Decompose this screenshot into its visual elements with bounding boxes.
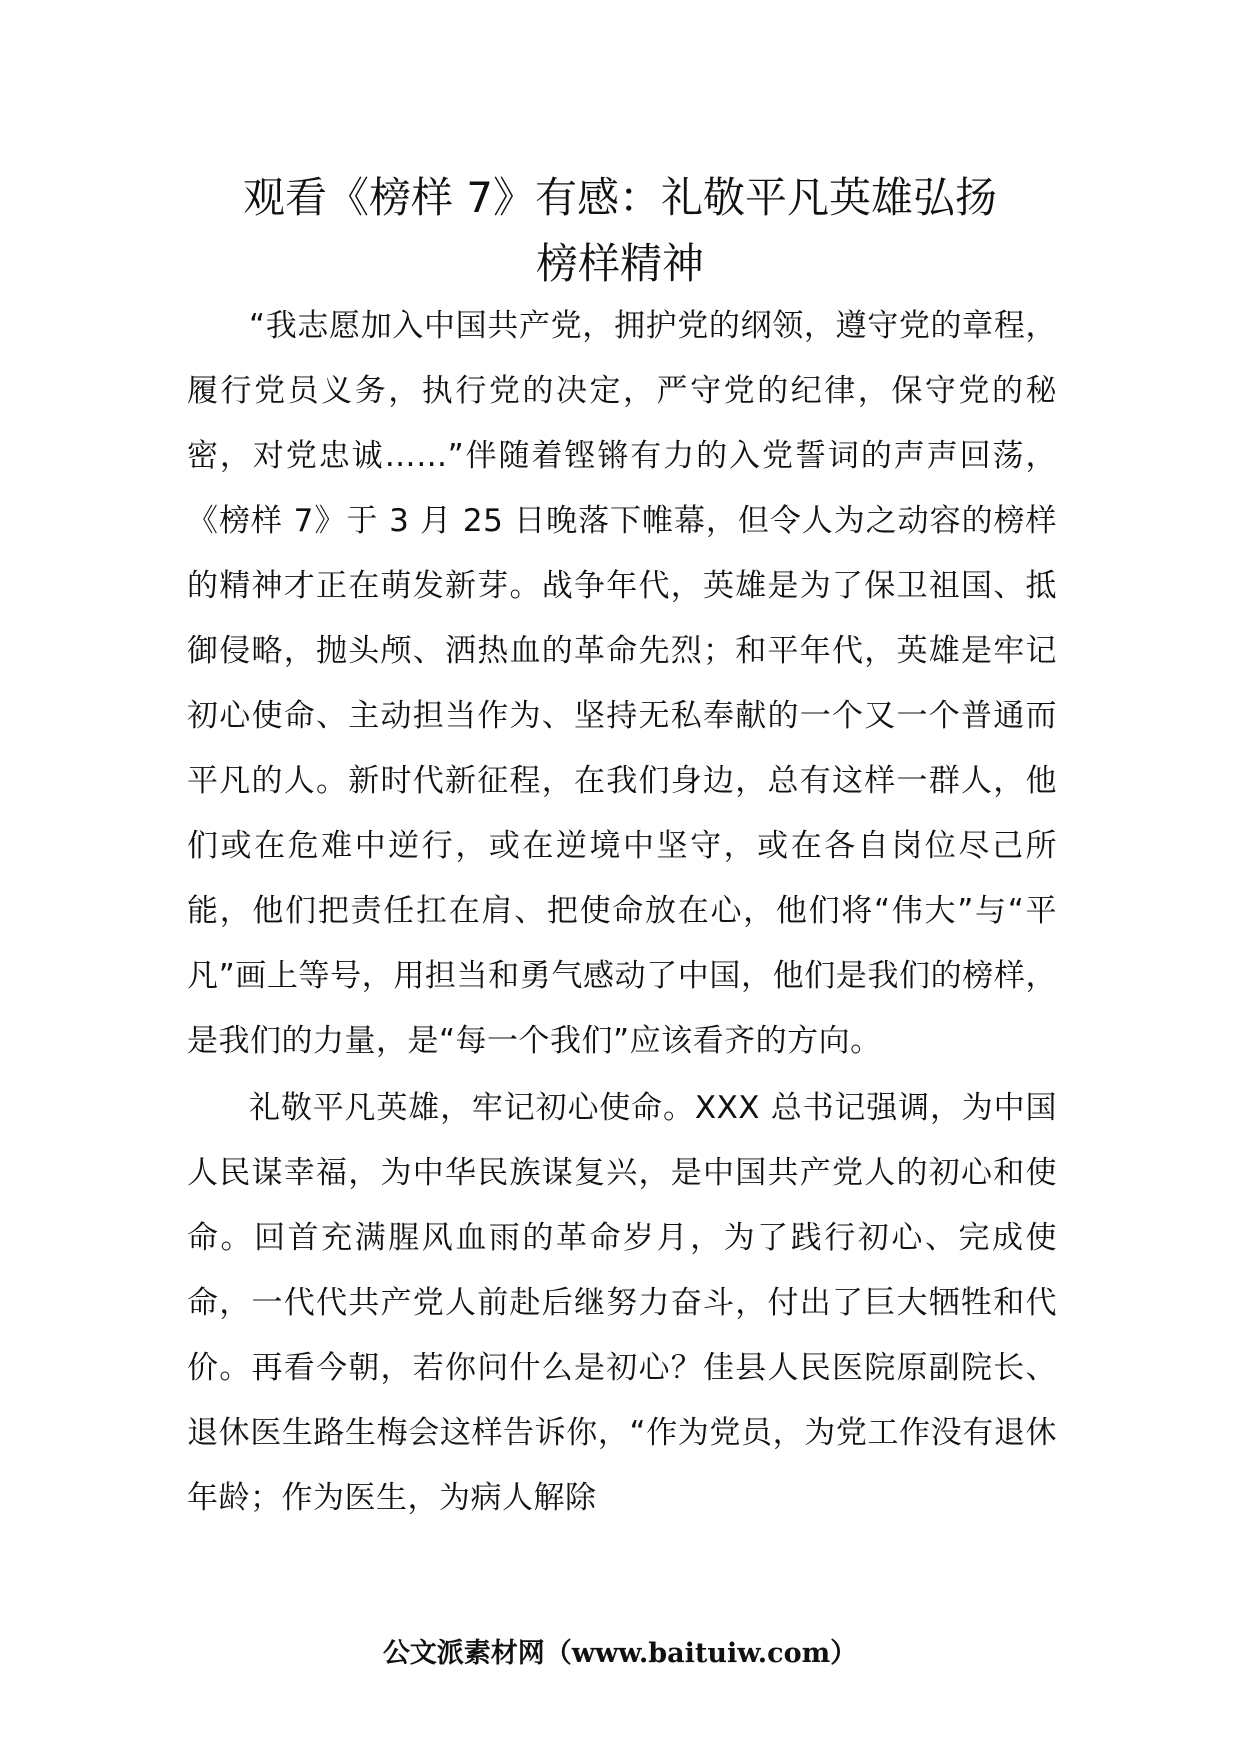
paragraph-2 — [187, 1076, 1057, 1531]
document-body — [187, 294, 1057, 1533]
paragraph-2-lead: 礼敬平凡英雄，牢记初心使命。 — [249, 1090, 695, 1126]
document-title-line-1: 观看《榜样 7》有感：礼敬平凡英雄弘扬 — [242, 173, 998, 222]
document-title-line-2: 榜样精神 — [535, 239, 704, 288]
paragraph-2-text: XXX 总书记强调，为中国人民谋幸福，为中华民族谋复兴，是中国共产党人的初心和使命。回首充满腥风血雨的革命岁月，为了践行初心、完成使命，一代代共产党人前赴后继努力奋斗，付出了巨大牺牲和代价。再看今朝，若你问什么是初心？佳县人民医院原副院长、退休医生路生梅会这样告诉你，“作为党员，为党工作没有退休年龄；作为医生，为病人解除 — [187, 1090, 1057, 1516]
paragraph-1: “我志愿加入中国共产党，拥护党的纲领，遵守党的章程，履行党员义务，执行党的决定，严守党的纪律，保守党的秘密，对党忠诚……”伴随着铿锵有力的入党誓词的声声回荡，《榜样 7》于 3 月 25 日晚落下帷幕，但令人为之动容的榜样的精神才正在萌发新芽。战争年代，英雄是为了保卫祖国、抵御侵略，抛头颅、洒热血的革命先烈；和平年代，英雄是牢记初心使命、主动担当作为、坚持无私奉献的一个又一个普通而平凡的人。新时代新征程，在我们身边，总有这样一群人，他们或在危难中逆行，或在逆境中坚守，或在各自岗位尽己所能，他们把责任扛在肩、把使命放在心，他们将“伟大”与“平凡”画上等号，用担当和勇气感动了中国，他们是我们的榜样，是我们的力量，是“每一个我们”应该看齐的方向。 — [187, 308, 1057, 1059]
footer-watermark: 公文派素材网（www.baituiw.com） — [382, 1638, 858, 1669]
